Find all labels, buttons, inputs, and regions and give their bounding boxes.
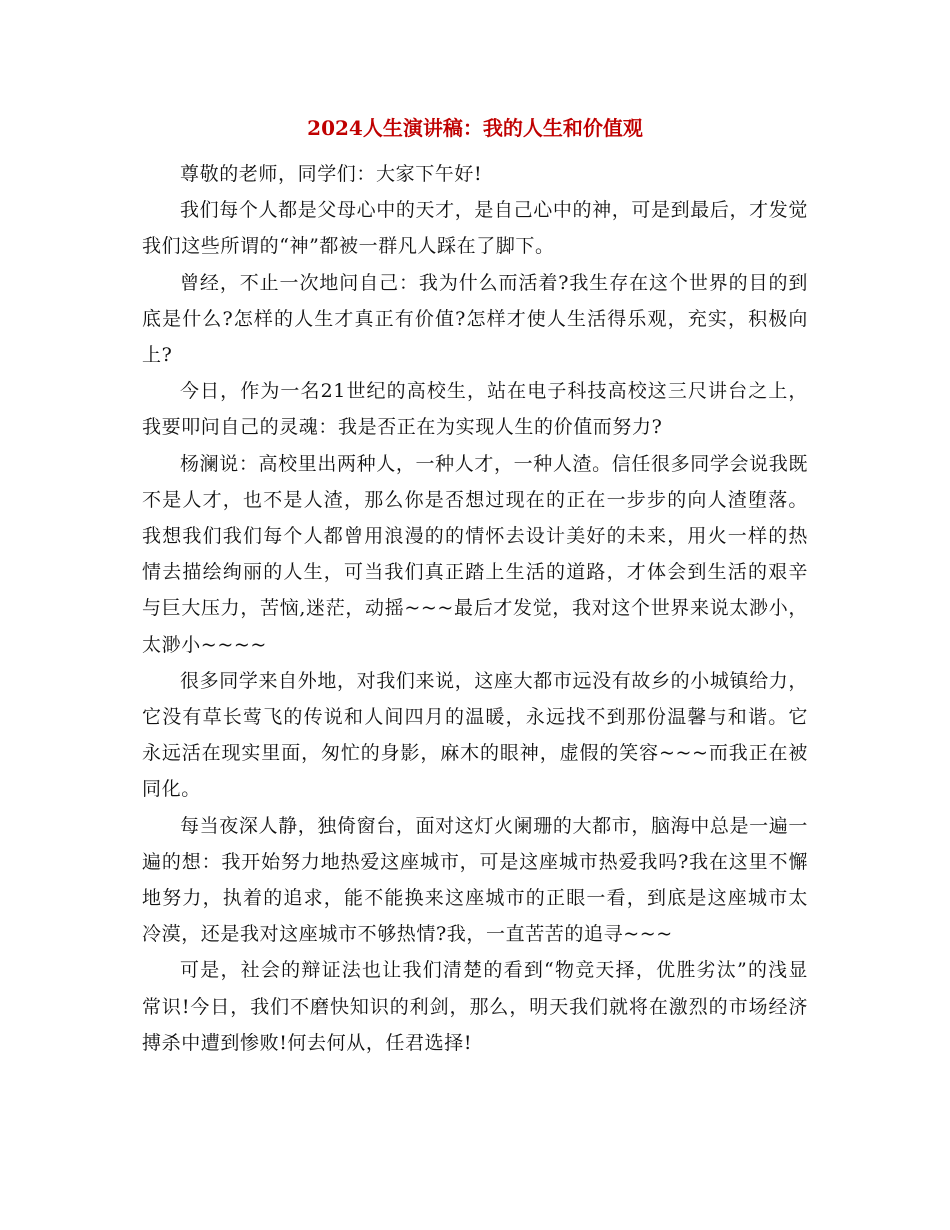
paragraph-greeting: 尊敬的老师，同学们：大家下午好! xyxy=(180,163,483,185)
document-title: 2024人生演讲稿：我的人生和价值观 xyxy=(307,116,643,140)
paragraph: 杨澜说：高校里出两种人，一种人才，一种人渣。信任很多同学会说我既不是人才，也不是人渣，那么你是否想过现在的正在一步步的向人渣堕落。我想我们我们每个人都曾用浪漫的的情怀去设计美好的未来，用火一样的热情去描绘绚丽的人生，可当我们真正踏上生活的道路，才体会到生活的艰辛与巨大压力，苦恼,迷茫，动摇~~~最后才发觉，我对这个世界来说太渺小，太渺小~~~~ xyxy=(142,452,808,656)
paragraph: 每当夜深人静，独倚窗台，面对这灯火阑珊的大都市，脑海中总是一遍一遍的想：我开始努力地热爱这座城市，可是这座城市热爱我吗?我在这里不懈地努力，执着的追求，能不能换来这座城市的正眼一看，到底是这座城市太冷漠，还是我对这座城市不够热情?我，一直苦苦的追寻~~~ xyxy=(142,814,808,946)
document-body xyxy=(142,156,808,1061)
paragraph: 很多同学来自外地，对我们来说，这座大都市远没有故乡的小城镇给力，它没有草长莺飞的传说和人间四月的温暖，永远找不到那份温馨与和谐。它永远活在现实里面，匆忙的身影，麻木的眼神，虚假的笑容~~~而我正在被同化。 xyxy=(142,669,808,801)
paragraph: 可是，社会的辩证法也让我们清楚的看到“物竞天择，优胜劣汰”的浅显常识!今日，我们不磨快知识的利剑，那么，明天我们就将在激烈的市场经济搏杀中遭到惨败!何去何从，任君选择! xyxy=(142,959,808,1054)
paragraph: 我们每个人都是父母心中的天才，是自己心中的神，可是到最后，才发觉我们这些所谓的“神”都被一群凡人踩在了脚下。 xyxy=(142,199,808,258)
paragraph: 今日，作为一名21世纪的高校生，站在电子科技高校这三尺讲台之上，我要叩问自己的灵魂：我是否正在为实现人生的价值而努力? xyxy=(142,380,808,439)
paragraph: 曾经，不止一次地问自己：我为什么而活着?我生存在这个世界的目的到底是什么?怎样的人生才真正有价值?怎样才使人生活得乐观，充实，积极向上? xyxy=(142,271,808,367)
